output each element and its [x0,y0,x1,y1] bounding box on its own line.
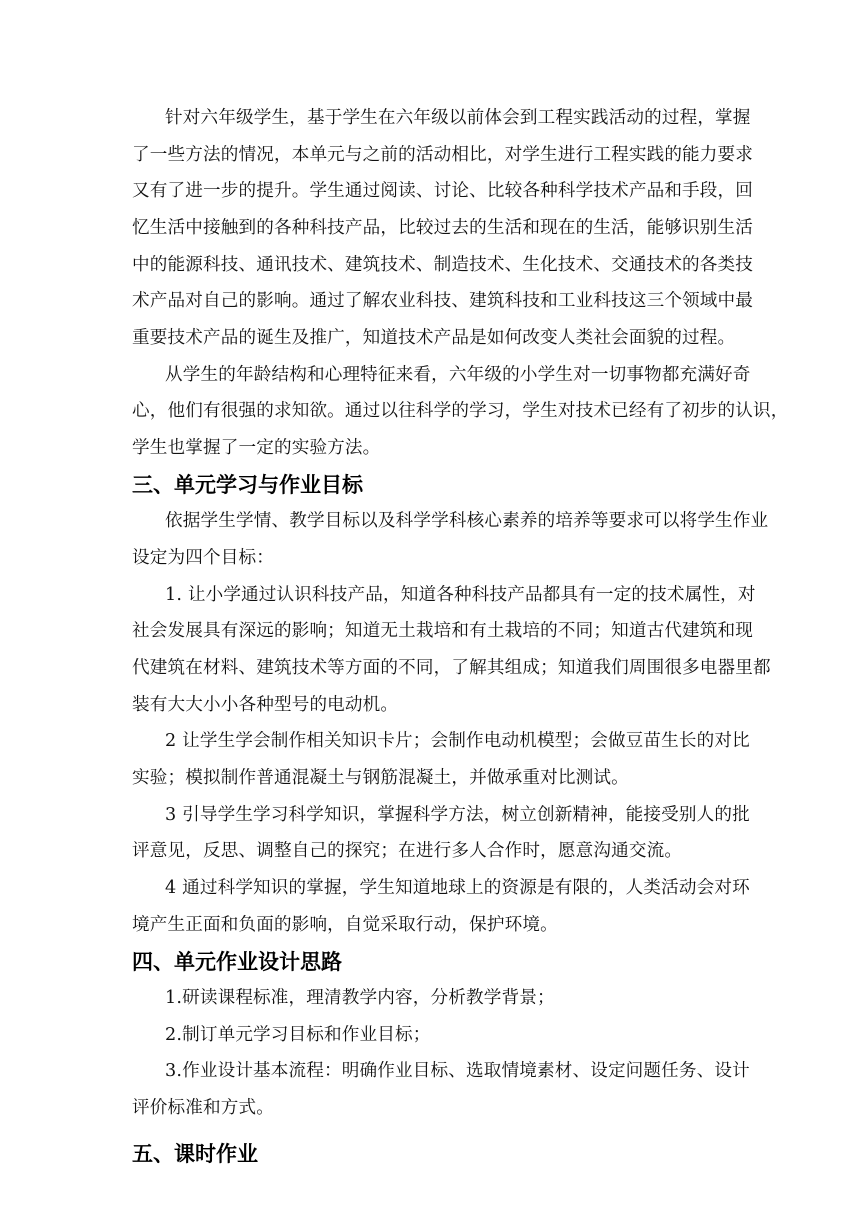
paragraph-1-line: 忆生活中接触到的各种科技产品，比较过去的生活和现在的生活，能够识别生活 [132,218,754,238]
paragraph-2-line: 心，他们有很强的求知欲。通过以往科学的学习，学生对技术已经有了初步的认识， [132,401,789,422]
goal-2-line: 2 让学生学会制作相关知识卡片；会制作电动机模型；会做豆苗生长的对比 [165,731,750,752]
paragraph-2-line: 学生也掌握了一定的实验方法。 [132,438,381,458]
step-2-line: 2.制订单元学习目标和作业目标； [165,1024,431,1045]
step-3-line: 评价标准和方式。 [132,1098,274,1118]
goal-4-line: 4 通过科学知识的掌握，学生知道地球上的资源是有限的，人类活动会对环 [165,878,750,898]
goal-1-line: 1. 让小学通过认识科技产品，知道各种科技产品都具有一定的技术属性，对 [165,584,756,605]
paragraph-1-line: 针对六年级学生，基于学生在六年级以前体会到工程实践活动的过程，掌握 [165,108,751,128]
step-1-line: 1.研读课程标准，理清教学内容，分析教学背景； [165,988,555,1008]
goal-2-line: 实验；模拟制作普通混凝土与钢筋混凝土，并做承重对比测试。 [132,768,629,788]
paragraph-2-line: 从学生的年龄结构和心理特征来看，六年级的小学生对一切事物都充满好奇 [165,364,751,385]
step-3-line: 3.作业设计基本流程：明确作业目标、选取情境素材、设定问题任务、设计 [165,1061,750,1082]
paragraph-1-line: 了一些方法的情况，本单元与之前的活动相比，对学生进行工程实践的能力要求 [132,144,754,165]
paragraph-1-line: 术产品对自己的影响。通过了解农业科技、建筑科技和工业科技这三个领域中最 [132,291,754,312]
goal-3-line: 3 引导学生学习科学知识，掌握科学方法，树立创新精神，能接受别人的批 [165,804,750,825]
goal-3-line: 评意见，反思、调整自己的探究；在进行多人合作时，愿意沟通交流。 [132,841,683,862]
goal-1-line: 社会发展具有深远的影响；知道无土栽培和有土栽培的不同；知道古代建筑和现 [132,621,754,642]
section-4-heading: 四、单元作业设计思路 [132,949,342,974]
paragraph-1-line: 重要技术产品的诞生及推广，知道技术产品是如何改变人类社会面貌的过程。 [132,328,736,348]
goal-1-line: 代建筑在材料、建筑技术等方面的不同，了解其组成；知道我们周围很多电器里都 [132,658,771,678]
section-5-heading: 五、课时作业 [132,1142,258,1166]
paragraph-1-line: 又有了进一步的提升。学生通过阅读、讨论、比较各种科学技术产品和手段，回 [132,181,754,202]
section-3-intro-line: 设定为四个目标： [132,548,274,568]
goal-4-line: 境产生正面和负面的影响，自觉采取行动，保护环境。 [132,914,558,935]
section-3-intro-line: 依据学生学情、教学目标以及科学学科核心素养的培养等要求可以将学生作业 [165,511,769,532]
goal-1-line: 装有大大小小各种型号的电动机。 [132,694,399,715]
section-3-heading: 三、单元学习与作业目标 [132,472,363,497]
paragraph-1-line: 中的能源科技、通讯技术、建筑技术、制造技术、生化技术、交通技术的各类技 [132,254,754,275]
